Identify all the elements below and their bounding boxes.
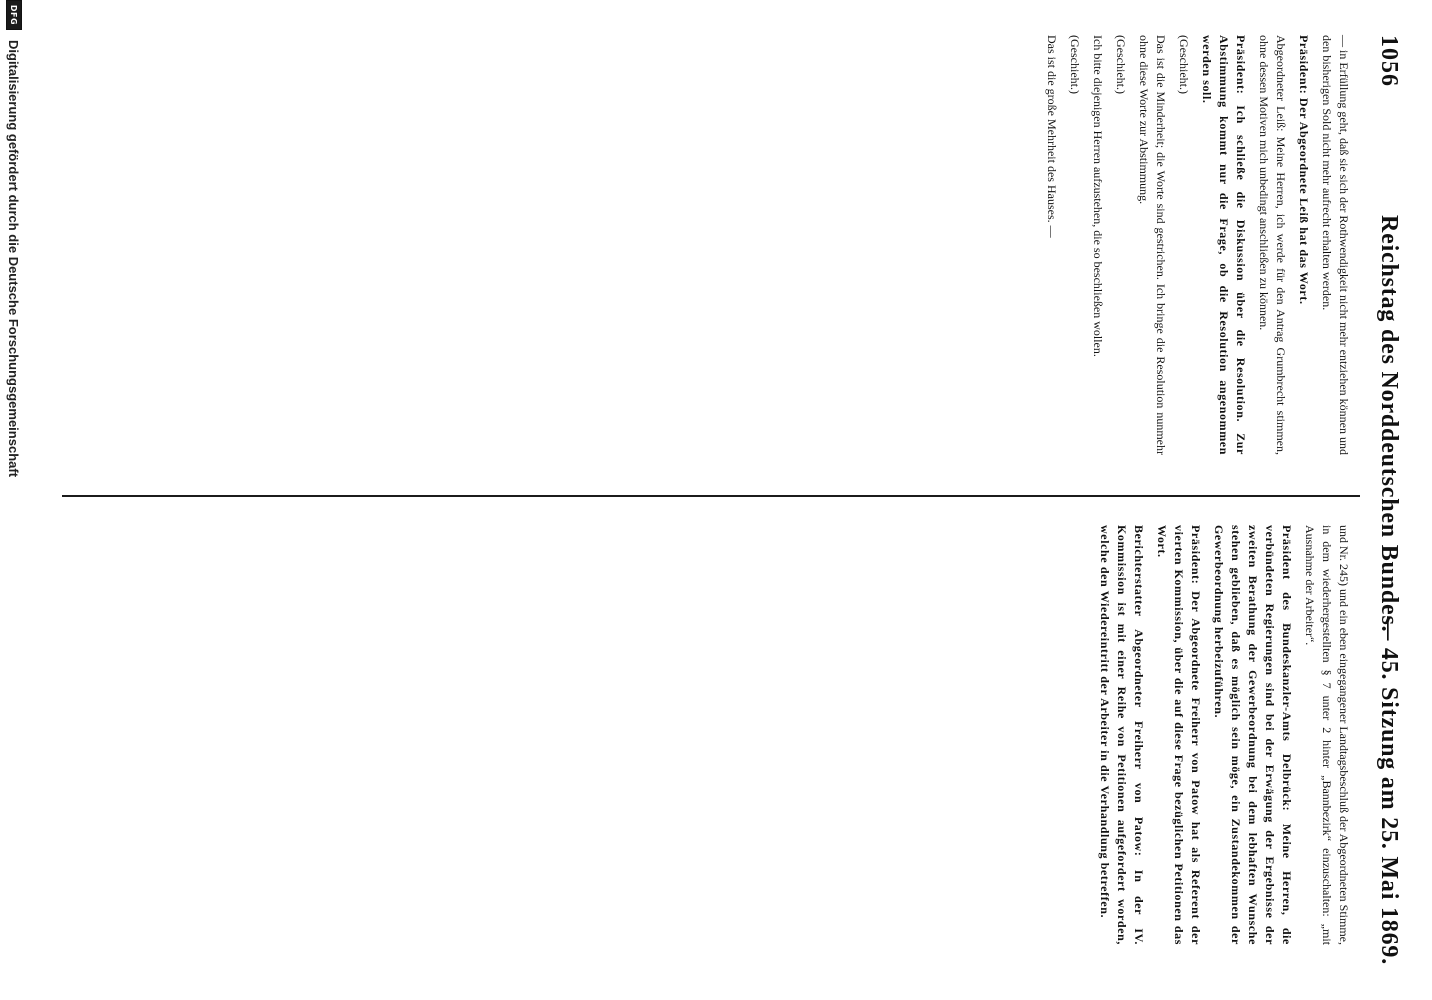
right-column bbox=[1090, 525, 1352, 945]
left-paragraph: Präsident: Ich schließe die Diskussion über die Resolution. Zur Abstimmung kommt nur die Frage, ob die Resolution angenommen werden soll. bbox=[1200, 35, 1248, 455]
left-column bbox=[1037, 35, 1352, 455]
left-paragraph: Abgeordneter Leiß: Meine Herren, ich werde für den Antrag Grumbrecht stimmen, ohne dessen Motiven mich unbedingt anschließen zu können. bbox=[1257, 35, 1288, 455]
right-paragraph: Präsident des Bundeskanzler-Amts Delbrück: Meine Herren, die verbündeten Regierungen sind bei der Erwägung der Ergebnisse der zweiten Berathung der Gewerbeordnung bei dem lebhaften Wunsche stehen geblieben, daß es möglich sein möge, ein Zustandekommen der Gewerbeordnung herbeizuführen. bbox=[1212, 525, 1294, 945]
left-paragraph: Präsident: Der Abgeordnete Leiß hat das Wort. bbox=[1297, 35, 1311, 305]
left-paragraph: Ich bitte diejenigen Herren aufzustehen, die so beschließen wollen. bbox=[1091, 35, 1105, 357]
page-number: 1056 bbox=[1376, 35, 1402, 87]
right-paragraph: und Nr. 245) und ein eben eingegangener Landtagsbeschluß der Abgeordneten Stimme, in dem wiederhergestellten § 7 unter 2 hinter „Bannbezirk“ einzuschalten: „mit Ausnahme der Arbeiter“. bbox=[1303, 525, 1351, 945]
left-paragraph: — in Erfüllung geht, daß sie sich der Rothwendigkeit nicht mehr entziehen können und den bisherigen Sold nicht mehr aufrecht erhalten werden. bbox=[1320, 35, 1351, 455]
header-title: Reichstag des Norddeutschen Bundes. bbox=[1376, 215, 1402, 633]
left-paragraph: (Geschieht.) bbox=[1068, 35, 1082, 94]
dfg-logo: DFG bbox=[6, 0, 22, 30]
left-paragraph: Das ist die Minderheit; die Worte sind gestrichen. Ich bringe die Resolution nunmehr ohne diese Worte zur Abstimmung. bbox=[1137, 35, 1168, 455]
column-divider bbox=[62, 495, 1360, 497]
digitization-footer bbox=[0, 0, 28, 1000]
right-paragraph: Präsident: Der Abgeordnete Freiherr von Patow hat als Referent der vierten Kommission, über die auf diese Frage bezüglichen Petitionen das Wort. bbox=[1155, 525, 1203, 945]
right-paragraph: Berichterstatter Abgeordneter Freiherr von Patow: In der IV. Kommission ist mit einer Reihe von Petitionen aufgefordert worden, welche den Wiedereintritt der Arbeiter in die Verhandlung betreffen. bbox=[1098, 525, 1146, 945]
session-info: — 45. Sitzung am 25. Mai 1869. bbox=[1376, 616, 1402, 965]
left-paragraph: (Geschieht.) bbox=[1114, 35, 1128, 94]
left-paragraph: Das ist die große Mehrheit des Hauses. — bbox=[1045, 35, 1059, 238]
left-paragraph: (Geschieht.) bbox=[1177, 35, 1191, 94]
digitization-note: Digitalisierung gefördert durch die Deutsche Forschungsgemeinschaft bbox=[6, 40, 22, 478]
page-header bbox=[1360, 35, 1408, 965]
